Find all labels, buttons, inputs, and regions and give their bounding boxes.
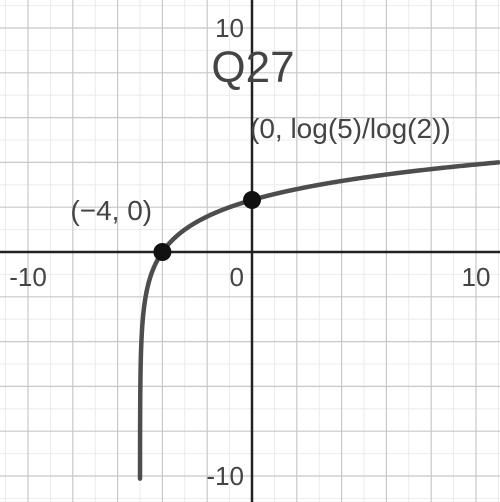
point-marker [153, 243, 171, 261]
point-label: (0, log(5)/log(2)) [250, 112, 451, 144]
point-label: (−4, 0) [70, 195, 153, 226]
point-marker [243, 191, 261, 209]
x-tick-label: -10 [9, 262, 47, 292]
y-tick-label: -10 [206, 461, 244, 491]
y-tick-label: 10 [215, 13, 244, 43]
x-tick-label: 10 [461, 262, 491, 292]
x-tick-label: 0 [229, 262, 244, 292]
chart-title: Q27 [211, 43, 295, 92]
